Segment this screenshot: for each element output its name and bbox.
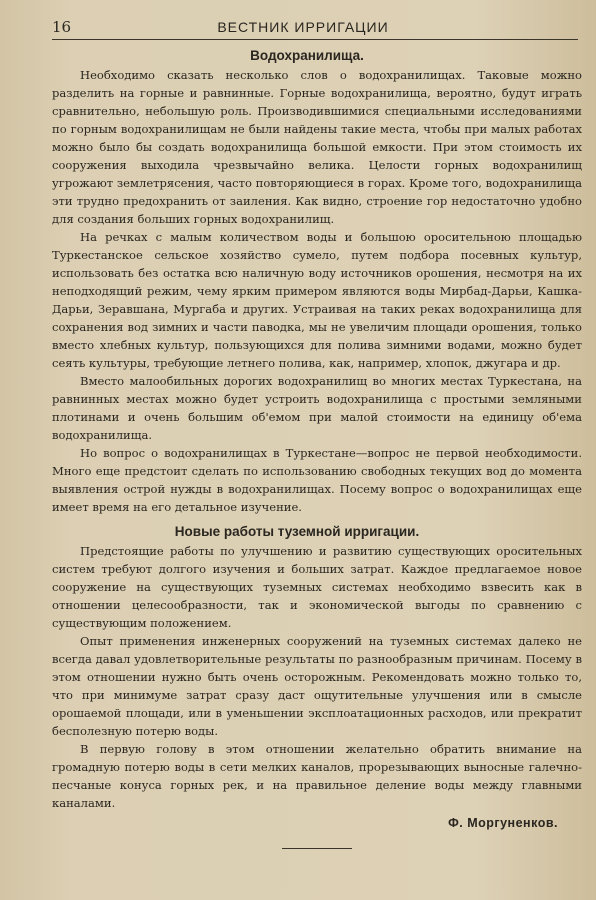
section-title-native-irrigation: Новые работы туземной ирригации. xyxy=(174,524,420,539)
paragraph: В первую голову в этом отношении желательно обратить внимание на громадную потерю воды в сети мелких каналов, прорезывающих выносные галечно-песчаные конуса горных рек, и на правильное деление воды между главными каналами. xyxy=(52,742,582,810)
paragraph: На речках с малым количеством воды и большою оросительною площадью Туркестанское сельское хозяйство сумело, путем подбора посевных культур, использовать без остатка всю наличную воду источников орошения, несмотря на их неподходящий режим, чему ярким примером являются воды Мирбад-Дарьи, Кашка-Дарьи, Зеравшана, Мургаба и других. Устраивая на таких реках водохранилища для сохранения вод зимних и части паводка, мы не увеличим площади орошения, только вместо хлебных культур, пользующихся для полива зимними водами, можно будет сеять культуры, требующие летнего полива, как, например, хлопок, джугара и др. xyxy=(52,230,582,370)
paragraph: Но вопрос о водохранилищах в Туркестане—вопрос не первой необходимости. Много еще предстоит сделать по использованию свободных текущих вод до момента выявления острой нужды в водохранилищах. Посему вопрос о водохранилищах еще имеет время на его детальное изучение. xyxy=(52,446,582,514)
journal-title: ВЕСТНИК ИРРИГАЦИИ xyxy=(217,19,389,35)
paragraph: Необходимо сказать несколько слов о водохранилищах. Таковые можно разделить на горные и равнинные. Горные водохранилища, вероятно, будут играть сравнительно, небольшую роль. Производившимися специальными исследованиями по горным водохранилищам не были найдены такие места, чтобы при малых работах можно было бы создать водохранилища большой емкости. При этом стоимость их сооружения выходила чрезвычайно велика. Целости горных водохранилищ угрожают землетрясения, часто повторяющиеся в горах. Кроме того, водохранилища эти трудно предохранить от заиления. Как видно, строение гор недостаточно удобно для создания больших горных водохранилищ. xyxy=(52,68,582,226)
page-header xyxy=(52,18,578,40)
paragraph: Опыт применения инженерных сооружений на туземных системах далеко не всегда давал удовлетворительные результаты по разнообразным причинам. Посему в этом отношении нужно быть очень осторожным. Рекомендовать можно только то, что при минимуме затрат сразу даст ощутительные улучшения или в смысле орошаемой площади, или в уменьшении эксплоатационных расходов, или прекратит бесполезную потерю воды. xyxy=(52,634,582,738)
paragraph: Вместо малообильных дорогих водохранилищ во многих местах Туркестана, на равнинных местах можно будет устроить водохранилища с простыми земляными плотинами и очень большим об'емом при малой стоимости на единицу об'ема водохранилища. xyxy=(52,374,582,442)
author-signature: Ф. Моргуненков. xyxy=(448,816,558,830)
closing-rule xyxy=(282,848,352,849)
paragraph: Предстоящие работы по улучшению и развитию существующих оросительных систем требуют долгого изучения и больших затрат. Каждое предлагаемое новое сооружение на существующих туземных системах необходимо взвесить как в отношении целесообразности, так и экономической выгоды по сравнению с существующим положением. xyxy=(52,544,582,630)
section-title-reservoirs: Водохранилища. xyxy=(250,48,364,63)
page-number: 16 xyxy=(52,18,72,36)
